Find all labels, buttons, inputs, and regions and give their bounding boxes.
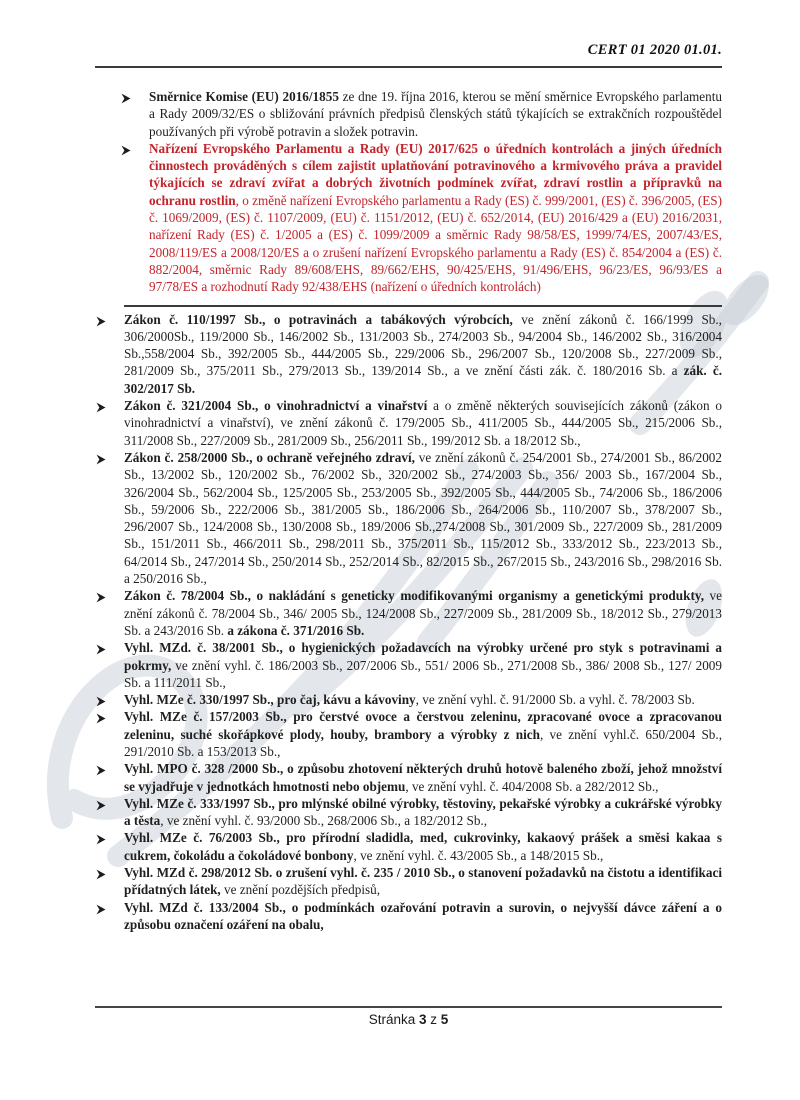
legal-item-text: Vyhl. MZe č. 76/2003 Sb., pro přírodní sladidla, med, cukrovinky, kakaový prášek a směsi kakaa s cukrem, čokoládu a čokoládové bonbony, ve znění vyhl. č. 43/2005 Sb., a 148/2015 Sb., bbox=[124, 830, 722, 863]
arrowhead-bullet-icon bbox=[121, 91, 131, 108]
legal-item bbox=[95, 795, 722, 830]
legal-item-text: Zákon č. 78/2004 Sb., o nakládání s geneticky modifikovanými organismy a genetickými produkty, ve znění zákonů č. 78/2004 Sb., 346/ 2005 Sb., 124/2008 Sb., 227/2009 Sb., 281/2009 Sb., 18/2012 Sb., 279/2013 Sb. a 243/2016 Sb. a zákona č. 371/2016 Sb. bbox=[124, 588, 722, 638]
total-page-number: 5 bbox=[440, 1012, 449, 1027]
arrowhead-bullet-icon bbox=[96, 832, 106, 849]
legal-item bbox=[95, 587, 722, 639]
legal-item bbox=[120, 140, 722, 296]
legal-item-text: Nařízení Evropského Parlamentu a Rady (EU) 2017/625 o úředních kontrolách a jiných úředních činnostech prováděných s cílem zajistit uplatňování potravinového a krmivového práva a pravidel týkajících se zdraví zvířat a dobrých životních podmínek zvířat, zdraví rostlin a přípravků na ochranu rostlin, o změně nařízení Evropského parlamentu a Rady (ES) č. 999/2001, (ES) č. 396/2005, (ES) č. 1069/2009, (ES) č. 1107/2009, (EU) č. 1151/2012, (EU) č. 652/2014, (EU) 2016/429 a (EU) 2016/2031, nařízení Rady (ES) č. 1/2005 a (ES) č. 1099/2009 a směrnic Rady 98/58/ES, 1999/74/ES, 2007/43/ES, 2008/119/ES a 2008/120/ES a o zrušení nařízení Evropského parlamentu a Rady (ES) č. 854/2004 a (ES) č. 882/2004, směrnic Rady 89/608/EHS, 89/662/EHS, 90/425/EHS, 91/496/EHS, 96/23/ES, 96/93/ES a 97/78/ES a rozhodnutí Rady 92/438/EHS (nařízení o úředních kontrolách) bbox=[149, 140, 722, 295]
legal-item bbox=[95, 691, 722, 708]
legal-item bbox=[95, 899, 722, 934]
legal-item-text: Směrnice Komise (EU) 2016/1855 ze dne 19. října 2016, kterou se mění směrnice Evropského parlamentu a Rady 2009/32/ES o sbližování právních předpisů členských států týkajících se extrakčních rozpouštědel používaných při výrobě potravin a složek potravin. bbox=[149, 89, 722, 139]
legal-item-text: Vyhl. MZd č. 133/2004 Sb., o podmínkách ozařování potravin a surovin, o nejvyšší dávce záření a o způsobu označení ozáření na obalu, bbox=[124, 899, 722, 932]
page-number-label: Stránka 3 z 5 bbox=[368, 1012, 449, 1027]
legal-item bbox=[95, 829, 722, 864]
legal-item bbox=[95, 708, 722, 760]
legal-item-text: Zákon č. 110/1997 Sb., o potravinách a tabákových výrobcích, ve znění zákonů č. 166/1999 Sb., 306/2000Sb., 119/2000 Sb., 146/2002 Sb., 131/2003 Sb., 274/2003 Sb., 94/2004 Sb., 146/2002 Sb., 316/2004 Sb.,558/2004 Sb., 392/2005 Sb., 444/2005 Sb., 229/2006 Sb., 296/2007 Sb., 120/2008 Sb., 227/2009 Sb., 281/2009 Sb., 375/2011 Sb., 279/2013 Sb., 139/2014 Sb., a ve znění části zák. č. 180/2016 Sb. a zák. č. 302/2017 Sb. bbox=[124, 311, 722, 396]
arrowhead-bullet-icon bbox=[96, 400, 106, 417]
legal-item bbox=[95, 311, 722, 397]
page-header bbox=[95, 42, 722, 68]
arrowhead-bullet-icon bbox=[121, 143, 131, 160]
legal-item bbox=[120, 88, 722, 140]
legal-sections bbox=[95, 88, 722, 1004]
arrowhead-bullet-icon bbox=[96, 763, 106, 780]
legal-item bbox=[95, 639, 722, 691]
legal-item-text: Zákon č. 321/2004 Sb., o vinohradnictví a vinařství a o změně některých souvisejících zákonů (zákon o vinohradnictví a vinařství), ve znění zákonů č. 179/2005 Sb., 411/2005 Sb., 444/2005 Sb., 215/2006 Sb., 311/2008 Sb., 227/2009 Sb., 281/2009 Sb., 256/2011 Sb., 199/2012 Sb. a 18/2012 Sb., bbox=[124, 398, 722, 448]
arrowhead-bullet-icon bbox=[96, 590, 106, 607]
legal-item-text: Zákon č. 258/2000 Sb., o ochraně veřejného zdraví, ve znění zákonů č. 254/2001 Sb., 274/2001 Sb., 86/2002 Sb., 13/2002 Sb., 120/2002 Sb., 76/2002 Sb., 320/2002 Sb., 274/2003 Sb., 356/ 2003 Sb., 167/2004 Sb., 326/2004 Sb., 562/2004 Sb., 125/2005 Sb., 253/2005 Sb., 392/2005 Sb., 444/2005 Sb., 74/2006 Sb., 186/2006 Sb., 59/2006 Sb., 222/2006 Sb., 381/2005 Sb., 186/2006 Sb., 264/2006 Sb., 110/2007 Sb., 378/2007 Sb., 296/2007 Sb., 124/2008 Sb., 130/2008 Sb., 189/2006 Sb.,274/2008 Sb., 301/2009 Sb., 227/2009 Sb., 281/2009 Sb., 151/2011 Sb., 466/2011 Sb., 298/2011 Sb., 375/2011 Sb., 115/2012 Sb., 333/2012 Sb., 223/2013 Sb., 64/2014 Sb., 247/2014 Sb., 250/2014 Sb., 252/2014 Sb., 82/2015 Sb., 267/2015 Sb., 243/2016 Sb., 298/2016 Sb. a 250/2016 Sb., bbox=[124, 449, 722, 587]
legal-item-text: Vyhl. MZe č. 333/1997 Sb., pro mlýnské obilné výrobky, těstoviny, pekařské výrobky a cukrářské výrobky a těsta, ve znění vyhl. č. 93/2000 Sb., 268/2006 Sb., a 182/2012 Sb., bbox=[124, 795, 722, 829]
legal-item-text: Vyhl. MZe č. 157/2003 Sb., pro čerstvé ovoce a čerstvou zeleninu, zpracované ovoce a zpracovanou zeleninu, suché skořápkové plody, houby, brambory a výrobky z nich, ve znění vyhl.č. 650/2004 Sb., 291/2010 Sb. a 153/2013 Sb., bbox=[124, 709, 722, 759]
arrowhead-bullet-icon bbox=[96, 314, 106, 331]
legal-item-text: Vyhl. MPO č. 328 /2000 Sb., o způsobu zhotovení některých druhů hotově baleného zboží, jehož množství se vyjadřuje v jednotkách hmotnosti nebo objemu, ve znění vyhl. č. 404/2008 Sb. a 282/2012 Sb., bbox=[124, 761, 722, 794]
legal-item bbox=[95, 864, 722, 899]
section-eu-legislation bbox=[120, 88, 722, 296]
legal-item bbox=[95, 449, 722, 587]
arrowhead-bullet-icon bbox=[96, 711, 106, 728]
section-divider bbox=[124, 305, 722, 307]
arrowhead-bullet-icon bbox=[96, 867, 106, 884]
arrowhead-bullet-icon bbox=[96, 452, 106, 469]
legal-item-text: Vyhl. MZd č. 298/2012 Sb. o zrušení vyhl. č. 235 / 2010 Sb., o stanovení požadavků na čistotu a identifikaci přídatných látek, ve znění pozdějších předpisů, bbox=[124, 865, 722, 898]
legal-item bbox=[95, 760, 722, 795]
page-footer bbox=[95, 1006, 722, 1027]
legal-item-text: Vyhl. MZd. č. 38/2001 Sb., o hygienických požadavcích na výrobky určené pro styk s potravinami a pokrmy, ve znění vyhl. č. 186/2003 Sb., 207/2006 Sb., 551/ 2006 Sb., 271/2008 Sb., 386/ 2008 Sb., 127/ 2009 Sb. a 111/2011 Sb., bbox=[124, 640, 722, 690]
arrowhead-bullet-icon bbox=[96, 902, 106, 919]
arrowhead-bullet-icon bbox=[96, 798, 106, 815]
legal-item-text: Vyhl. MZe č. 330/1997 Sb., pro čaj, kávu a kávoviny, ve znění vyhl. č. 91/2000 Sb. a vyhl. č. 78/2003 Sb. bbox=[124, 692, 695, 708]
arrowhead-bullet-icon bbox=[96, 642, 106, 659]
section-national-legislation bbox=[95, 311, 722, 934]
current-page-number: 3 bbox=[418, 1012, 427, 1027]
legal-item bbox=[95, 397, 722, 449]
document-code: CERT 01 2020 01.01. bbox=[587, 42, 722, 58]
